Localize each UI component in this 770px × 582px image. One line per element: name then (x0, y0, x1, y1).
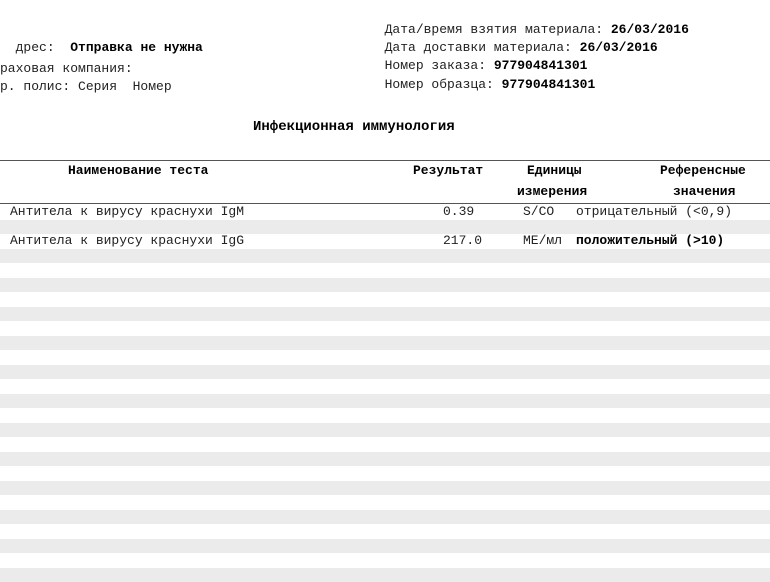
row-2-reference: положительный (>10) (576, 233, 725, 248)
collection-label: Дата/время взятия материала: (384, 22, 604, 37)
row-2-units: МЕ/мл (523, 233, 563, 248)
row-1-name: Антитела к вирусу краснухи IgM (10, 204, 245, 219)
table-stripe (0, 423, 770, 437)
table-stripe (0, 249, 770, 263)
section-title: Инфекционная иммунология (253, 119, 455, 135)
row-1-reference: отрицательный (<0,9) (576, 204, 733, 219)
table-stripe (0, 452, 770, 466)
table-stripe (0, 481, 770, 495)
header-units-2: измерения (517, 184, 588, 199)
order-label: Номер заказа: (384, 58, 487, 73)
row-2-name: Антитела к вирусу краснухи IgG (10, 233, 245, 248)
row-2-result: 217.0 (443, 233, 483, 248)
row-1-units: S/CO (523, 204, 555, 219)
policy-label: р. полис: Серия Номер (0, 79, 172, 94)
address-value: Отправка не нужна (70, 40, 203, 55)
table-stripe (0, 307, 770, 321)
order-value: 977904841301 (493, 58, 588, 73)
table-stripes (0, 220, 770, 578)
table-stripe (0, 510, 770, 524)
delivery-label: Дата доставки материала: (384, 40, 572, 55)
sample-line (369, 61, 595, 93)
header-result: Результат (413, 163, 484, 178)
table-stripe (0, 568, 770, 582)
table-stripe (0, 365, 770, 379)
table-stripe (0, 394, 770, 408)
table-stripe (0, 278, 770, 292)
address-line (0, 24, 203, 56)
collection-value: 26/03/2016 (610, 22, 689, 37)
table-stripe (0, 539, 770, 553)
address-label: дрес: (15, 40, 55, 55)
header-test-name: Наименование теста (68, 163, 209, 178)
delivery-value: 26/03/2016 (579, 40, 658, 55)
header-units-1: Единицы (527, 163, 582, 178)
table-top-rule (0, 160, 770, 161)
table-stripe (0, 220, 770, 234)
sample-value: 977904841301 (501, 77, 596, 92)
row-1-result: 0.39 (443, 204, 475, 219)
table-stripe (0, 336, 770, 350)
insurance-label: раховая компания: (0, 61, 133, 76)
sample-label: Номер образца: (384, 77, 494, 92)
header-reference-1: Референсные (660, 163, 746, 178)
header-reference-2: значения (673, 184, 736, 199)
